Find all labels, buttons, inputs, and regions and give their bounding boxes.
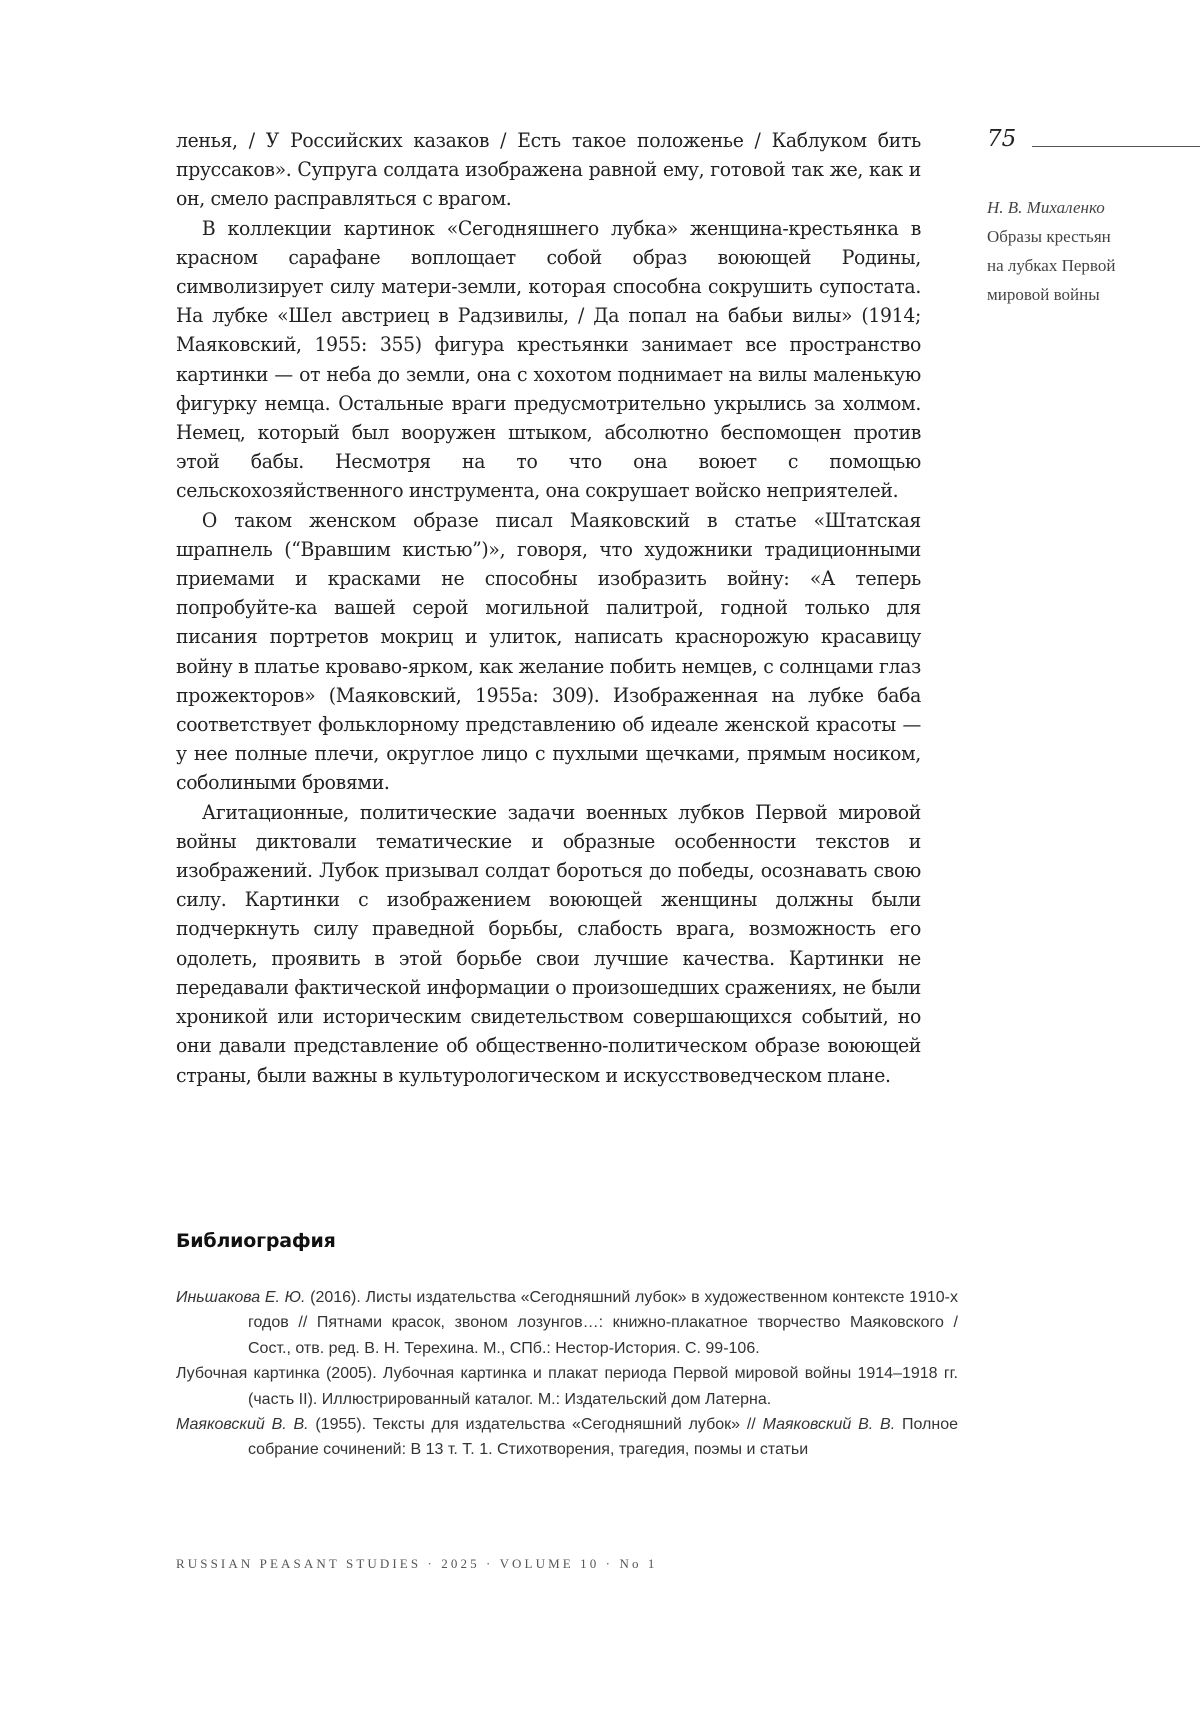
- running-head: [987, 193, 1187, 309]
- running-author: Н. В. Михаленко: [987, 198, 1105, 217]
- bibliography-entry: [176, 1285, 958, 1361]
- bibliography-heading: Библиография: [176, 1230, 336, 1252]
- paragraph: О таком женском образе писал Маяковский в статье «Штатская шрапнель (“Вравшим кистью”)», говоря, что художники традиционными приемами и красками не способны изобразить войну: «А теперь попробуйте-ка вашей серой могильной палитрой, годной только для писания портретов мокриц и улиток, написать краснорожую красавицу войну в платье кроваво-ярком, как желание побить немцев, с солнцами глаз прожекторов» (Маяковский, 1955a: 309). Изображенная на лубке баба соответствует фольклорному представлению об идеале женской красоты — у нее полные плечи, округлое лицо с пухлыми щечками, прямым носиком, соболиными бровями.: [176, 508, 921, 795]
- journal-footer: RUSSIAN PEASANT STUDIES · 2025 · VOLUME 10 · No 1: [176, 1556, 658, 1571]
- entry-author-secondary: Маяковский В. В.: [762, 1416, 896, 1434]
- running-title-line: на лубках Первой: [987, 256, 1116, 275]
- entry-author: Маяковский В. В.: [176, 1416, 309, 1434]
- paragraph: В коллекции картинок «Сегодняшнего лубка» женщина-крестьянка в красном сарафане воплощает собой образ воюющей Родины, символизирует силу матери-земли, которая способна сокрушить супостата. На лубке «Шел австриец в Радзивилы, / Да попал на бабьи вилы» (1914; Маяковский, 1955: 355) фигура крестьянки занимает все пространство картинки — от неба до земли, она с хохотом поднимает на вилы маленькую фигурку немца. Остальные враги предусмотрительно укрылись за холмом. Немец, который был вооружен штыком, абсолютно беспомощен против этой бабы. Несмотря на то что она воюет с помощью сельскохозяйственного инструмента, она сокрушает войско неприятелей.: [176, 216, 921, 503]
- header-rule: [1032, 146, 1200, 147]
- running-title-line: мировой войны: [987, 285, 1100, 304]
- entry-text-secondary: Полное собрание сочинений: В 13 т. Т. 1. Стихотворения, трагедия, поэмы и статьи: [248, 1416, 958, 1459]
- page-header: [987, 126, 1200, 160]
- paragraph: ленья, / У Российских казаков / Есть такое положенье / Каблуком бить пруссаков». Супруга солдата изображена равной ему, готовой так же, как и он, смело расправляться с врагом.: [176, 129, 921, 211]
- paragraph: Агитационные, политические задачи военных лубков Первой мировой войны диктовали тематические и образные особенности текстов и изображений. Лубок призывал солдат бороться до победы, осознавать свою силу. Картинки с изображением воюющей женщины должны были подчеркнуть силу праведной борьбы, слабость врага, возможность его одолеть, проявить в этой борьбе свои лучшие качества. Картинки не передавали фактической информации о произошедших сражениях, не были хроникой или историческим свидетельством совершающихся событий, но они давали представление об общественно-политическом образе воюющей страны, были важны в культурологическом и искусствоведческом плане.: [176, 800, 921, 1087]
- running-title-line: Образы крестьян: [987, 227, 1111, 246]
- entry-text: (2016). Листы издательства «Сегодняшний лубок» в художественном контексте 1910-х годов // Пятнами красок, звоном лозунгов…: книжно-плакатное творчество Маяковского / Сост., отв. ред. В. Н. Терехина. М., СПб.: Нестор-История. С. 99-106.: [248, 1289, 958, 1357]
- bibliography-list: [176, 1285, 958, 1463]
- bibliography-entry: [176, 1412, 958, 1463]
- entry-text: Лубочная картинка (2005). Лубочная картинка и плакат периода Первой мировой войны 1914–1918 гг. (часть II). Иллюстрированный каталог. М.: Издательский дом Латерна.: [176, 1365, 958, 1408]
- body-text: [176, 126, 921, 1090]
- entry-author: Иньшакова Е. Ю.: [176, 1289, 306, 1306]
- page-number: 75: [987, 126, 1017, 152]
- entry-text: (1955). Тексты для издательства «Сегодняшний лубок» //: [308, 1416, 763, 1434]
- bibliography-entry: [176, 1361, 958, 1412]
